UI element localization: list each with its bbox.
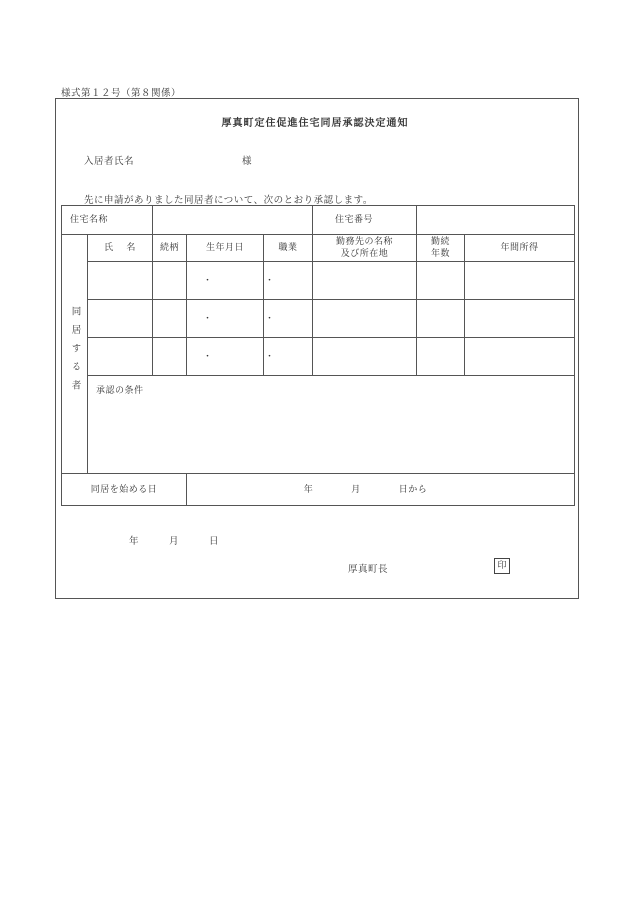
relation-field[interactable] — [153, 300, 187, 338]
birthdate-field[interactable] — [187, 300, 297, 338]
income-field[interactable] — [465, 338, 575, 376]
table-row — [62, 262, 575, 300]
header-income: 年間所得 — [465, 235, 575, 262]
seal-mark: 印 — [494, 558, 510, 574]
birthdate-dots: ・ ・ — [203, 351, 297, 362]
recipient-label: 入居者氏名 — [84, 156, 135, 167]
years-field[interactable] — [417, 300, 465, 338]
income-field[interactable] — [465, 262, 575, 300]
workplace-field[interactable] — [313, 338, 417, 376]
housing-name-label: 住宅名称 — [62, 206, 153, 235]
header-relation: 続柄 — [153, 235, 187, 262]
name-field[interactable] — [88, 300, 153, 338]
table-row — [62, 300, 575, 338]
birthdate-field[interactable] — [187, 262, 297, 300]
intro-text: 先に申請がありました同居者について、次のとおり承認します。 — [84, 195, 373, 206]
conditions-field[interactable] — [88, 376, 575, 474]
name-field[interactable] — [88, 262, 153, 300]
header-workplace-line1: 勤務先の名称 — [336, 237, 394, 247]
cohabitant-side-label: 同居する者 — [69, 305, 81, 399]
cohabitant-side-label-cell — [62, 235, 88, 474]
birthdate-dots: ・ ・ — [203, 275, 297, 286]
start-date-label: 同居を始める日 — [62, 474, 187, 506]
relation-field[interactable] — [153, 338, 187, 376]
form-number: 様式第１２号（第８関係） — [61, 88, 182, 99]
start-date-field[interactable] — [187, 474, 575, 506]
document-title: 厚真町定住促進住宅同居承認決定通知 — [221, 118, 409, 129]
years-field[interactable] — [417, 262, 465, 300]
years-field[interactable] — [417, 338, 465, 376]
housing-number-label: 住宅番号 — [313, 206, 417, 235]
issue-date: 年 月 日 — [129, 536, 220, 547]
header-years-line2: 年数 — [431, 249, 451, 259]
birthdate-field[interactable] — [187, 338, 297, 376]
header-name: 氏 名 — [88, 235, 153, 262]
housing-name-field[interactable] — [153, 206, 313, 235]
workplace-field[interactable] — [313, 300, 417, 338]
housing-number-field[interactable] — [417, 206, 575, 235]
name-field[interactable] — [88, 338, 153, 376]
birthdate-dots: ・ ・ — [203, 313, 297, 324]
table-row — [62, 338, 575, 376]
cohabitant-table — [61, 205, 575, 506]
header-birthdate: 生年月日 — [187, 235, 264, 262]
header-years-line1: 勤続 — [431, 237, 451, 247]
start-date-value: 年 月 日から — [303, 484, 428, 495]
workplace-field[interactable] — [313, 262, 417, 300]
recipient-honorific: 様 — [242, 156, 253, 167]
header-occupation: 職業 — [264, 235, 313, 262]
header-workplace — [313, 235, 417, 262]
issuer: 厚真町長 — [348, 564, 389, 575]
header-workplace-line2: 及び所在地 — [340, 249, 389, 259]
header-years — [417, 235, 465, 262]
conditions-label: 承認の条件 — [96, 386, 144, 396]
income-field[interactable] — [465, 300, 575, 338]
relation-field[interactable] — [153, 262, 187, 300]
